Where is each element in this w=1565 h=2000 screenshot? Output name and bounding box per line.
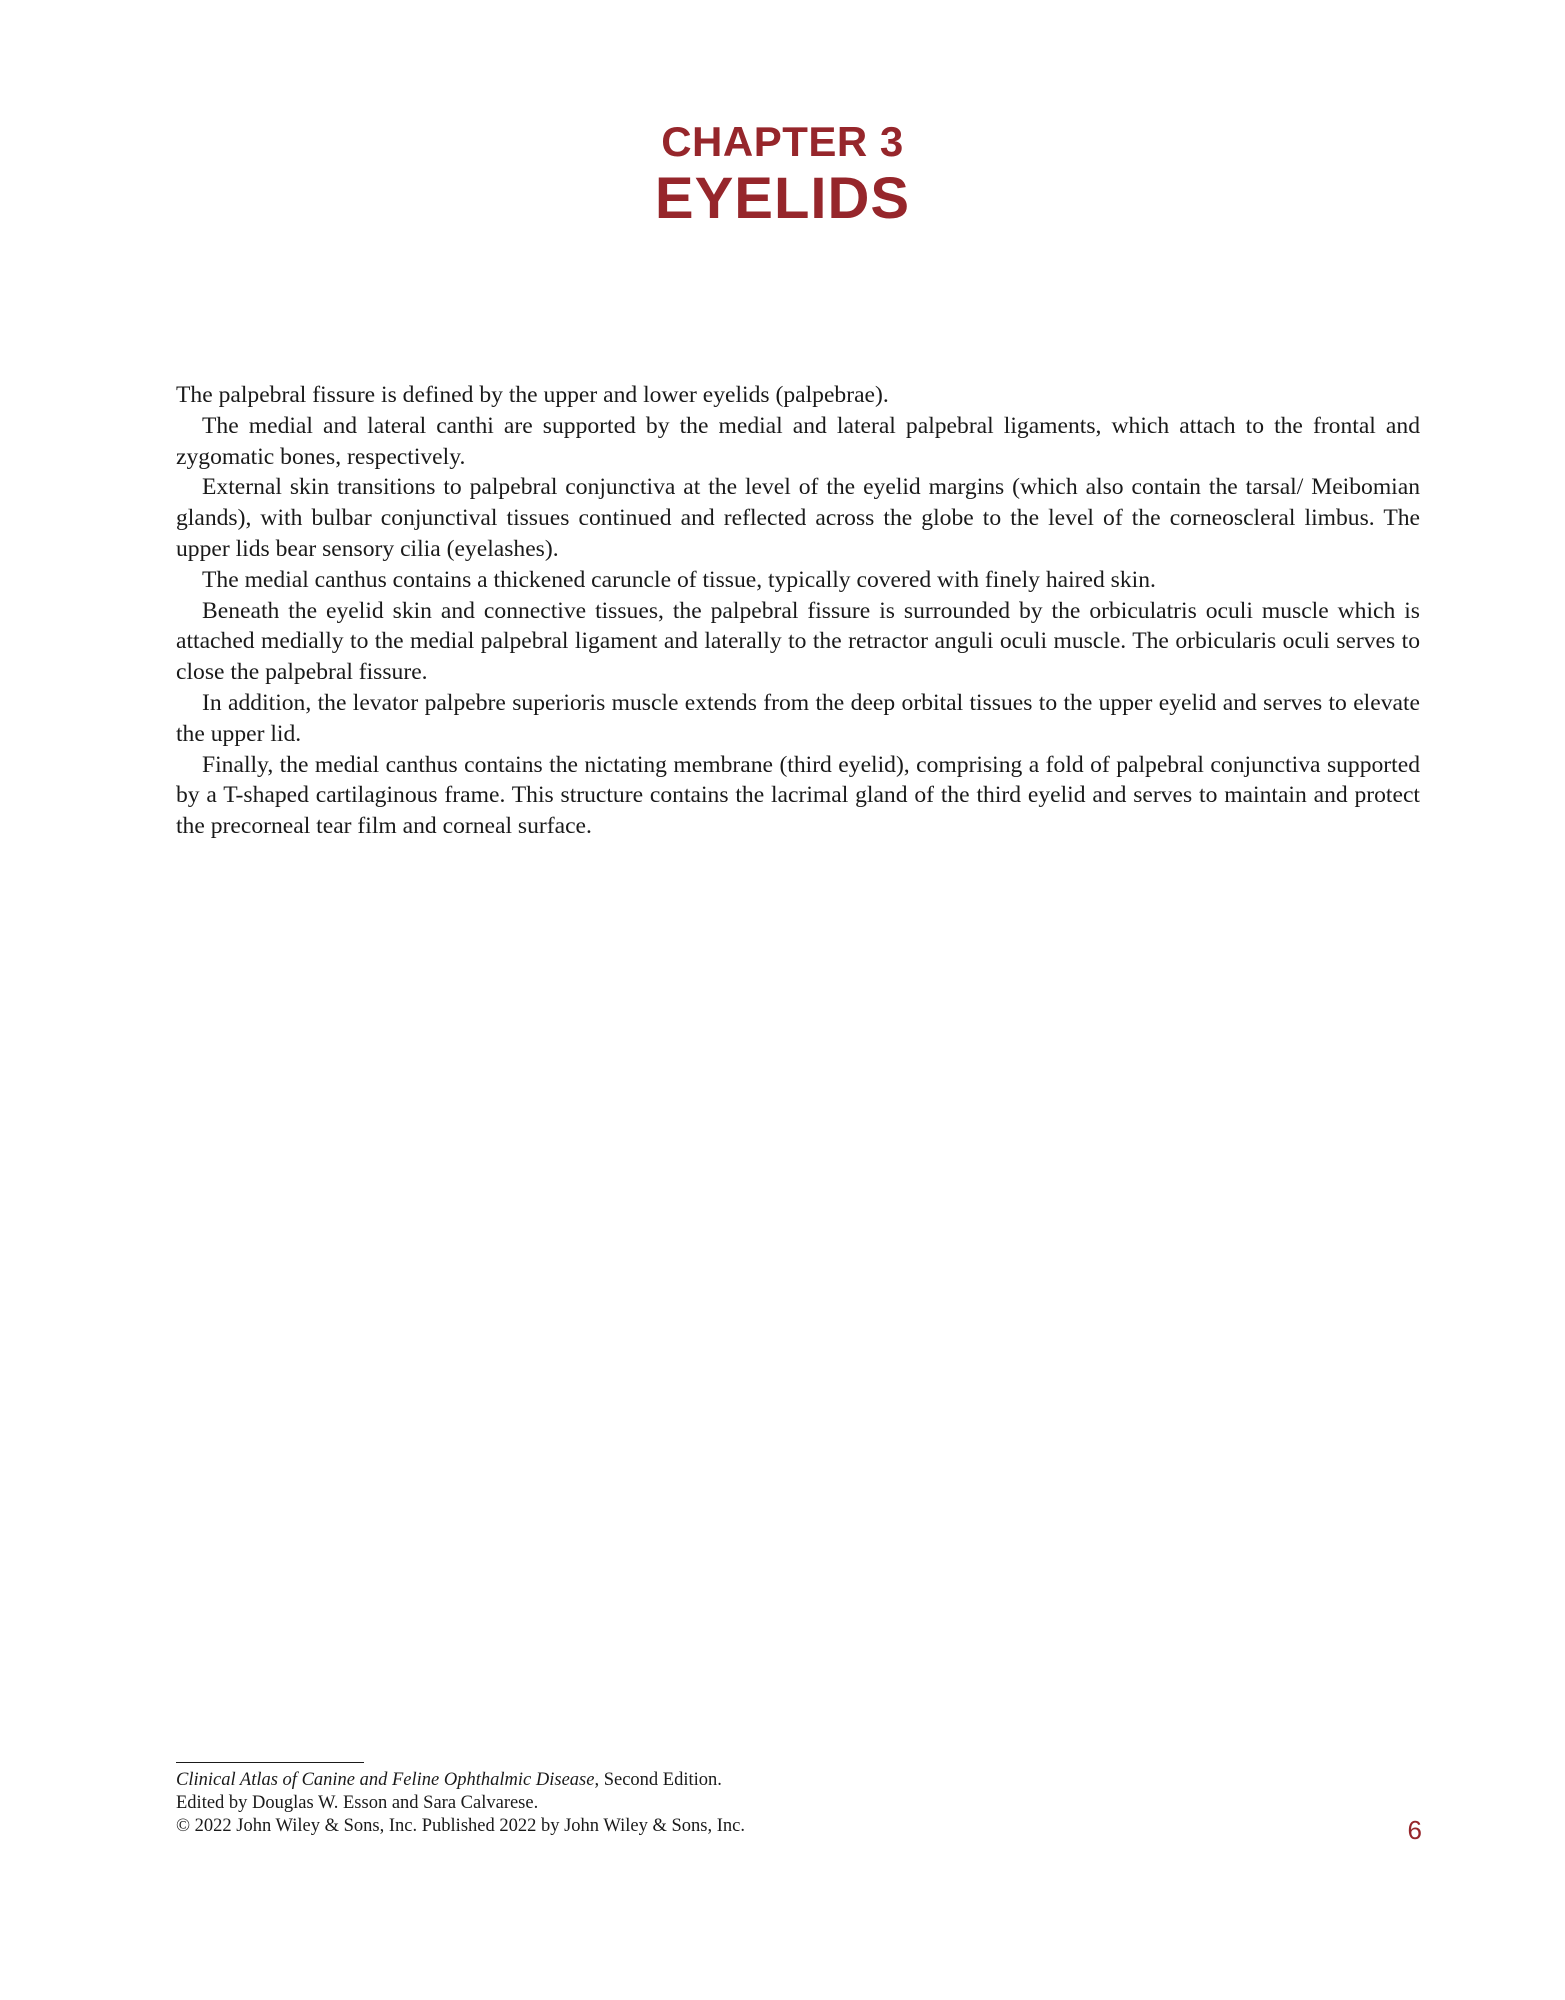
- chapter-label: CHAPTER 3: [661, 118, 904, 165]
- paragraph: The palpebral fissure is defined by the upper and lower eyelids (palpebrae).: [176, 382, 889, 408]
- chapter-title: EYELIDS: [654, 166, 911, 231]
- chapter-header: [0, 118, 1565, 232]
- paragraph: In addition, the levator palpebre superioris muscle extends from the deep orbital tissues to the upper eyelid and serves to elevate the upper lid.: [176, 689, 1420, 747]
- footer-rule: [176, 1762, 364, 1763]
- paragraph: External skin transitions to palpebral conjunctiva at the level of the eyelid margins (which also contain the tarsal/ Meibomian glands), with bulbar conjunctival tissues continued and reflected across the globe to the level of the corneoscleral limbus. The upper lids bear sensory cilia (eyelashes).: [176, 474, 1420, 562]
- page-number: 6: [1407, 1815, 1422, 1845]
- book-edition: , Second Edition.: [594, 1770, 722, 1790]
- footer-editors: Edited by Douglas W. Esson and Sara Calvarese.: [176, 1793, 539, 1813]
- page-footer: [176, 1762, 1420, 1838]
- paragraph: Beneath the eyelid skin and connective tissues, the palpebral fissure is surrounded by the orbiculatris oculi muscle which is attached medially to the medial palpebral ligament and laterally to the retractor anguli oculi muscle. The orbicularis oculi serves to close the palpebral fissure.: [176, 597, 1420, 686]
- chapter-body: [176, 380, 1420, 842]
- book-title: Clinical Atlas of Canine and Feline Ophthalmic Disease: [176, 1770, 595, 1790]
- paragraph: The medial and lateral canthi are supported by the medial and lateral palpebral ligaments, which attach to the frontal and zygomatic bones, respectively.: [176, 412, 1420, 470]
- footer-copyright: © 2022 John Wiley & Sons, Inc. Published 2022 by John Wiley & Sons, Inc.: [176, 1816, 745, 1836]
- footer-citation: [176, 1769, 1420, 1792]
- paragraph: The medial canthus contains a thickened caruncle of tissue, typically covered with finely haired skin.: [202, 566, 1156, 593]
- paragraph: Finally, the medial canthus contains the nictating membrane (third eyelid), comprising a fold of palpebral conjunctiva supported by a T-shaped cartilaginous frame. This structure contains the lacrimal gland of the third eyelid and serves to maintain and protect the precorneal tear film and corneal surface.: [176, 751, 1420, 840]
